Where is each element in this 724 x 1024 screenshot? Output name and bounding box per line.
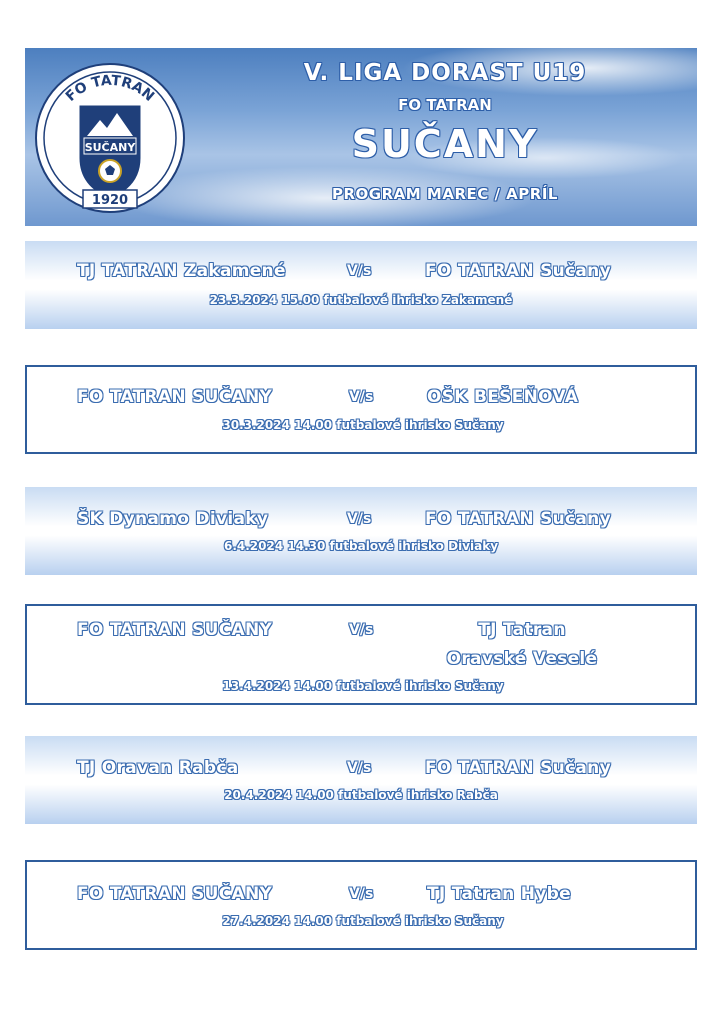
- league-title: V. LIGA DORAST U19: [303, 60, 587, 86]
- away-team: FO TATRAN Sučany: [425, 509, 611, 529]
- club-line1: FO TATRAN: [398, 96, 492, 114]
- versus-label: V/s: [347, 263, 372, 279]
- match-info: 13.4.2024 14.00 futbalové ihrisko Sučany: [222, 679, 504, 693]
- match-info: 23.3.2024 15.00 futbalové ihrisko Zakamené: [209, 293, 513, 307]
- home-team: FO TATRAN SUČANY: [77, 387, 273, 407]
- versus-label: V/s: [349, 389, 374, 405]
- match-card: [25, 736, 697, 824]
- versus-label: V/s: [349, 622, 374, 638]
- program-title: PROGRAM MAREC / APRÍL: [332, 185, 558, 203]
- home-team: TJ TATRAN Zakamené: [77, 261, 286, 281]
- versus-label: V/s: [347, 511, 372, 527]
- away-team-line1: TJ Tatran: [478, 620, 566, 640]
- header-banner: [25, 48, 697, 226]
- match-info: 30.3.2024 14.00 futbalové ihrisko Sučany: [222, 418, 504, 432]
- versus-label: V/s: [347, 760, 372, 776]
- home-team: ŠK Dynamo Diviaky: [77, 509, 269, 529]
- away-team-line2: Oravské Veselé: [446, 649, 598, 669]
- match-card: [25, 487, 697, 575]
- home-team: FO TATRAN SUČANY: [77, 620, 273, 640]
- away-team: OŠK BEŠEŇOVÁ: [427, 387, 579, 407]
- logo-top-text: FO TATRAN: [62, 72, 158, 105]
- logo-center-text: SUČANY: [84, 141, 136, 154]
- versus-label: V/s: [349, 886, 374, 902]
- match-card: [25, 860, 697, 950]
- match-card: [25, 604, 697, 705]
- club-name: SUČANY: [351, 122, 539, 166]
- club-crest-logo: [35, 58, 185, 218]
- match-card: [25, 241, 697, 329]
- away-team: FO TATRAN Sučany: [425, 261, 611, 281]
- match-card: [25, 365, 697, 454]
- home-team: FO TATRAN SUČANY: [77, 884, 273, 904]
- logo-year: 1920: [91, 193, 129, 208]
- match-info: 6.4.2024 14.30 futbalové ihrisko Diviaky: [223, 539, 499, 553]
- match-info: 20.4.2024 14.00 futbalové ihrisko Rabča: [224, 788, 498, 802]
- match-info: 27.4.2024 14.00 futbalové ihrisko Sučany: [222, 914, 504, 928]
- home-team: TJ Oravan Rabča: [77, 758, 239, 778]
- away-team: TJ Tatran Hybe: [427, 884, 571, 904]
- away-team: FO TATRAN Sučany: [425, 758, 611, 778]
